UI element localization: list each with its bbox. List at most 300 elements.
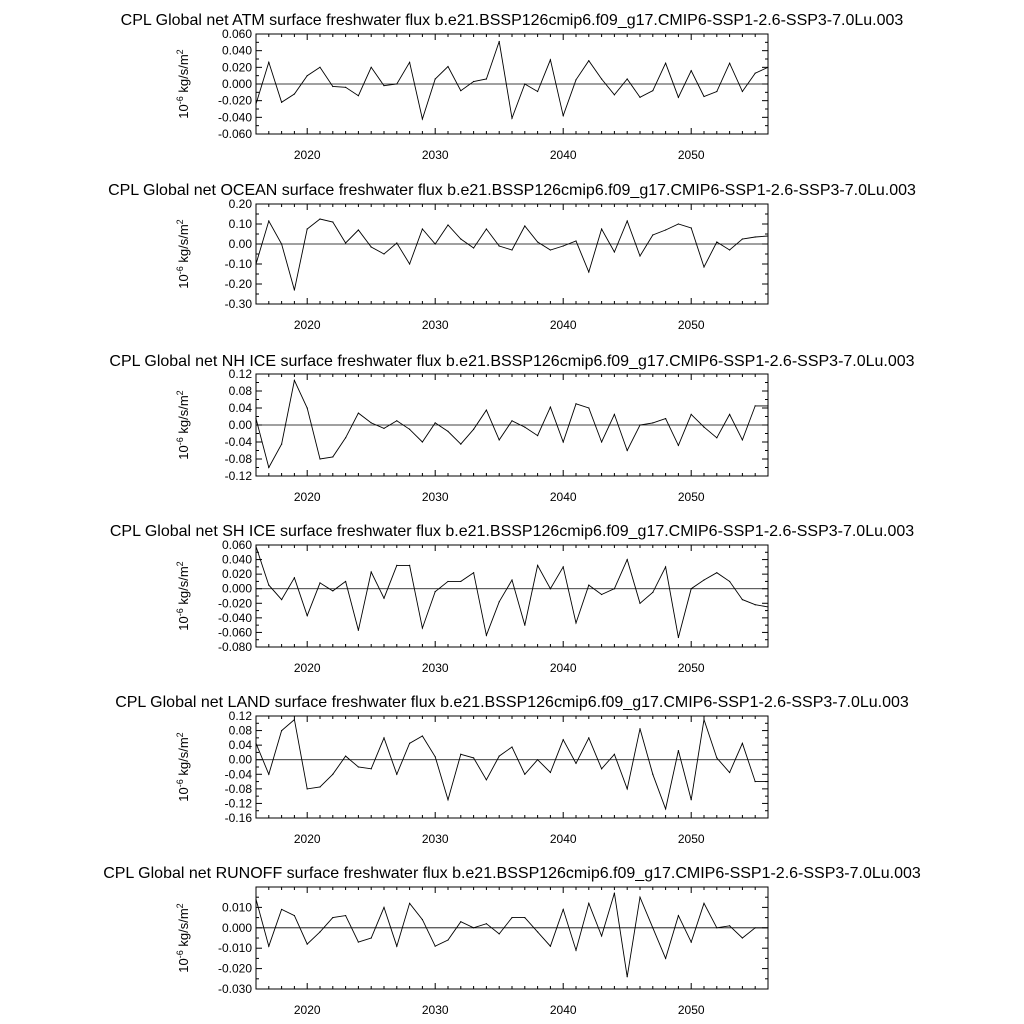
data-point bbox=[627, 559, 628, 560]
data-point bbox=[268, 220, 269, 221]
data-point bbox=[524, 625, 525, 626]
y-tick-label: -0.08 bbox=[224, 452, 252, 466]
plot-frame bbox=[256, 716, 768, 818]
data-point bbox=[422, 228, 423, 229]
data-point bbox=[767, 927, 768, 928]
data-point bbox=[460, 238, 461, 239]
data-point bbox=[767, 606, 768, 607]
data-point bbox=[639, 728, 640, 729]
chart-title: CPL Global net LAND surface freshwater flux b.e21.BSSP126cmip6.f09_g17.CMIP6-SSP1-2.6-SSP3-7.0Lu.003 bbox=[115, 694, 909, 711]
data-point bbox=[332, 774, 333, 775]
data-point bbox=[652, 927, 653, 928]
series-line bbox=[256, 380, 768, 467]
data-point bbox=[729, 581, 730, 582]
data-point bbox=[703, 903, 704, 904]
data-point bbox=[268, 774, 269, 775]
data-point bbox=[511, 118, 512, 119]
data-point bbox=[729, 772, 730, 773]
chart-panel bbox=[109, 353, 914, 504]
plot-frame bbox=[256, 204, 768, 304]
data-point bbox=[665, 958, 666, 959]
data-point bbox=[601, 935, 602, 936]
data-point bbox=[614, 251, 615, 252]
data-point bbox=[307, 228, 308, 229]
data-point bbox=[307, 788, 308, 789]
data-point bbox=[319, 582, 320, 583]
data-point bbox=[639, 897, 640, 898]
data-point bbox=[447, 431, 448, 432]
data-point bbox=[742, 599, 743, 600]
data-point bbox=[499, 601, 500, 602]
data-point bbox=[422, 118, 423, 119]
y-tick-label: -0.30 bbox=[224, 297, 252, 311]
data-point bbox=[396, 242, 397, 243]
data-point bbox=[652, 422, 653, 423]
data-point bbox=[537, 435, 538, 436]
data-point bbox=[422, 919, 423, 920]
data-point bbox=[473, 927, 474, 928]
data-point bbox=[703, 96, 704, 97]
data-point bbox=[588, 584, 589, 585]
data-point bbox=[729, 249, 730, 250]
data-point bbox=[524, 427, 525, 428]
data-point bbox=[473, 247, 474, 248]
data-point bbox=[307, 944, 308, 945]
data-point bbox=[307, 75, 308, 76]
data-point bbox=[511, 249, 512, 250]
y-tick-label: 0.08 bbox=[228, 384, 252, 398]
y-axis-label: $10^{-6}$ $kg/s/m^2$ bbox=[175, 49, 191, 119]
data-point bbox=[652, 234, 653, 235]
plot-frame bbox=[256, 887, 768, 989]
x-tick-label: 2050 bbox=[677, 318, 705, 332]
data-point bbox=[639, 424, 640, 425]
data-point bbox=[486, 410, 487, 411]
data-point bbox=[755, 236, 756, 237]
data-point bbox=[383, 598, 384, 599]
data-point bbox=[665, 808, 666, 809]
data-point bbox=[767, 235, 768, 236]
data-point bbox=[255, 743, 256, 744]
y-tick-label: -0.12 bbox=[224, 796, 252, 811]
y-tick-label: -0.080 bbox=[217, 640, 252, 654]
data-point bbox=[691, 227, 692, 228]
data-point bbox=[396, 774, 397, 775]
data-point bbox=[550, 588, 551, 589]
data-point bbox=[716, 927, 717, 928]
y-axis-label: $10^{-6}$ $kg/s/m^2$ bbox=[175, 219, 191, 289]
data-point bbox=[767, 781, 768, 782]
data-point bbox=[742, 91, 743, 92]
data-point bbox=[371, 67, 372, 68]
data-point bbox=[486, 228, 487, 229]
data-point bbox=[281, 102, 282, 103]
x-tick-label: 2020 bbox=[293, 1003, 321, 1017]
data-point bbox=[755, 73, 756, 74]
x-tick-label: 2040 bbox=[549, 1003, 577, 1017]
series-line bbox=[256, 547, 768, 638]
data-point bbox=[575, 622, 576, 623]
data-point bbox=[447, 799, 448, 800]
data-point bbox=[614, 94, 615, 95]
data-point bbox=[601, 228, 602, 229]
data-point bbox=[332, 917, 333, 918]
y-tick-label: 0.040 bbox=[221, 552, 252, 567]
y-tick-label: 0.000 bbox=[221, 77, 252, 91]
data-point bbox=[537, 931, 538, 932]
data-point bbox=[563, 441, 564, 442]
data-point bbox=[691, 941, 692, 942]
y-tick-label: -0.020 bbox=[217, 93, 252, 108]
x-tick-label: 2030 bbox=[421, 1003, 449, 1017]
data-point bbox=[371, 422, 372, 423]
data-point bbox=[537, 759, 538, 760]
y-axis-label: $10^{-6}$ $kg/s/m^2$ bbox=[175, 390, 191, 460]
x-tick-label: 2040 bbox=[549, 148, 577, 162]
data-point bbox=[575, 763, 576, 764]
y-tick-label: 0.12 bbox=[228, 367, 252, 381]
data-point bbox=[665, 229, 666, 230]
data-point bbox=[665, 418, 666, 419]
x-tick-label: 2040 bbox=[549, 490, 577, 504]
data-point bbox=[665, 63, 666, 64]
data-point bbox=[742, 238, 743, 239]
data-point bbox=[422, 627, 423, 628]
y-tick-label: 0.08 bbox=[228, 723, 252, 738]
data-point bbox=[716, 241, 717, 242]
data-point bbox=[345, 915, 346, 916]
data-point bbox=[575, 403, 576, 404]
data-point bbox=[639, 255, 640, 256]
data-point bbox=[703, 719, 704, 720]
x-tick-label: 2050 bbox=[677, 490, 705, 504]
data-point bbox=[742, 439, 743, 440]
x-tick-label: 2040 bbox=[549, 832, 577, 846]
series-line bbox=[256, 42, 768, 120]
data-point bbox=[563, 245, 564, 246]
data-point bbox=[358, 95, 359, 96]
data-point bbox=[524, 225, 525, 226]
data-point bbox=[627, 788, 628, 789]
data-point bbox=[627, 976, 628, 977]
data-point bbox=[358, 630, 359, 631]
data-point bbox=[409, 565, 410, 566]
y-tick-label: 0.020 bbox=[221, 567, 252, 582]
data-point bbox=[358, 229, 359, 230]
data-point bbox=[409, 903, 410, 904]
data-point bbox=[383, 428, 384, 429]
data-point bbox=[294, 915, 295, 916]
data-point bbox=[255, 418, 256, 419]
x-tick-label: 2050 bbox=[677, 148, 705, 162]
x-tick-label: 2020 bbox=[293, 832, 321, 846]
data-point bbox=[563, 566, 564, 567]
y-tick-label: -0.020 bbox=[217, 596, 252, 611]
data-point bbox=[255, 103, 256, 104]
y-tick-label: 0.020 bbox=[221, 60, 252, 75]
data-point bbox=[281, 599, 282, 600]
data-point bbox=[703, 579, 704, 580]
data-point bbox=[524, 917, 525, 918]
data-point bbox=[691, 799, 692, 800]
data-point bbox=[511, 746, 512, 747]
y-tick-label: -0.060 bbox=[217, 127, 252, 141]
data-point bbox=[716, 437, 717, 438]
x-tick-label: 2030 bbox=[421, 661, 449, 675]
y-tick-label: -0.20 bbox=[224, 277, 252, 291]
data-point bbox=[665, 566, 666, 567]
data-point bbox=[460, 754, 461, 755]
data-point bbox=[294, 577, 295, 578]
data-point bbox=[396, 83, 397, 84]
data-point bbox=[652, 774, 653, 775]
x-tick-label: 2040 bbox=[549, 318, 577, 332]
data-point bbox=[678, 223, 679, 224]
y-tick-label: 0.00 bbox=[228, 237, 252, 251]
y-tick-label: -0.040 bbox=[217, 610, 252, 625]
data-point bbox=[409, 62, 410, 63]
data-point bbox=[319, 218, 320, 219]
data-point bbox=[575, 240, 576, 241]
data-point bbox=[575, 950, 576, 951]
y-tick-label: 0.12 bbox=[228, 709, 252, 723]
data-point bbox=[691, 70, 692, 71]
x-tick-label: 2040 bbox=[549, 661, 577, 675]
data-point bbox=[550, 946, 551, 947]
data-point bbox=[435, 756, 436, 757]
data-point bbox=[422, 735, 423, 736]
data-point bbox=[486, 635, 487, 636]
data-point bbox=[716, 572, 717, 573]
data-point bbox=[486, 78, 487, 79]
data-point bbox=[383, 253, 384, 254]
x-tick-label: 2030 bbox=[421, 490, 449, 504]
y-tick-label: -0.040 bbox=[217, 110, 252, 125]
data-point bbox=[345, 242, 346, 243]
data-point bbox=[499, 41, 500, 42]
data-point bbox=[755, 927, 756, 928]
data-point bbox=[499, 933, 500, 934]
data-point bbox=[588, 903, 589, 904]
data-point bbox=[627, 220, 628, 221]
data-point bbox=[678, 915, 679, 916]
data-point bbox=[358, 941, 359, 942]
y-tick-label: 0.04 bbox=[228, 401, 252, 415]
data-point bbox=[460, 921, 461, 922]
y-axis-label: $10^{-6}$ $kg/s/m^2$ bbox=[175, 732, 191, 802]
y-tick-label: -0.04 bbox=[224, 435, 252, 449]
y-tick-label: -0.020 bbox=[217, 961, 252, 976]
data-point bbox=[435, 946, 436, 947]
chart-title: CPL Global net RUNOFF surface freshwater flux b.e21.BSSP126cmip6.f09_g17.CMIP6-SSP1-2.6-SSP3-7.0Lu.003 bbox=[103, 865, 921, 882]
data-point bbox=[511, 420, 512, 421]
data-point bbox=[742, 743, 743, 744]
chart-panel bbox=[108, 182, 916, 332]
data-point bbox=[409, 429, 410, 430]
data-point bbox=[473, 757, 474, 758]
y-tick-label: 0.000 bbox=[221, 581, 252, 596]
data-point bbox=[652, 592, 653, 593]
chart-title: CPL Global net SH ICE surface freshwater flux b.e21.BSSP126cmip6.f09_g17.CMIP6-SSP1-2.6-SSP3-7.0Lu.003 bbox=[109, 523, 915, 540]
data-point bbox=[755, 604, 756, 605]
data-point bbox=[563, 115, 564, 116]
data-point bbox=[294, 289, 295, 290]
data-point bbox=[409, 263, 410, 264]
data-point bbox=[422, 441, 423, 442]
y-axis-label: $10^{-6}$ $kg/s/m^2$ bbox=[175, 903, 191, 973]
data-point bbox=[255, 263, 256, 264]
chart-title: CPL Global net OCEAN surface freshwater flux b.e21.BSSP126cmip6.f09_g17.CMIP6-SSP1-2.6-SSP3-7.0Lu.003 bbox=[108, 182, 916, 199]
data-point bbox=[588, 407, 589, 408]
data-point bbox=[627, 450, 628, 451]
y-tick-label: 0.20 bbox=[228, 197, 252, 211]
y-tick-label: 0.00 bbox=[228, 752, 252, 767]
data-point bbox=[332, 456, 333, 457]
data-point bbox=[601, 768, 602, 769]
data-point bbox=[345, 437, 346, 438]
data-point bbox=[614, 414, 615, 415]
data-point bbox=[537, 91, 538, 92]
chart-panel bbox=[110, 523, 914, 675]
y-tick-label: -0.08 bbox=[224, 781, 252, 796]
data-point bbox=[473, 429, 474, 430]
data-point bbox=[729, 925, 730, 926]
data-point bbox=[601, 441, 602, 442]
data-point bbox=[537, 565, 538, 566]
data-point bbox=[678, 750, 679, 751]
data-point bbox=[703, 266, 704, 267]
data-point bbox=[396, 420, 397, 421]
data-point bbox=[447, 581, 448, 582]
data-point bbox=[281, 730, 282, 731]
data-point bbox=[473, 572, 474, 573]
data-point bbox=[486, 779, 487, 780]
data-point bbox=[755, 781, 756, 782]
data-point bbox=[767, 405, 768, 406]
data-point bbox=[524, 83, 525, 84]
data-point bbox=[435, 78, 436, 79]
y-tick-label: -0.010 bbox=[217, 941, 252, 956]
data-point bbox=[678, 97, 679, 98]
data-point bbox=[371, 246, 372, 247]
data-point bbox=[268, 584, 269, 585]
data-point bbox=[281, 243, 282, 244]
y-tick-label: -0.12 bbox=[224, 469, 252, 483]
data-point bbox=[550, 59, 551, 60]
data-point bbox=[499, 245, 500, 246]
data-point bbox=[499, 755, 500, 756]
data-point bbox=[614, 588, 615, 589]
data-point bbox=[294, 719, 295, 720]
x-tick-label: 2050 bbox=[677, 661, 705, 675]
x-tick-label: 2020 bbox=[293, 661, 321, 675]
data-point bbox=[435, 422, 436, 423]
data-point bbox=[460, 581, 461, 582]
data-point bbox=[268, 946, 269, 947]
data-point bbox=[447, 224, 448, 225]
data-point bbox=[614, 893, 615, 894]
data-point bbox=[575, 79, 576, 80]
data-point bbox=[294, 380, 295, 381]
data-point bbox=[345, 755, 346, 756]
y-tick-label: 0.060 bbox=[221, 538, 252, 552]
data-point bbox=[396, 565, 397, 566]
data-point bbox=[281, 444, 282, 445]
data-point bbox=[307, 407, 308, 408]
data-point bbox=[383, 907, 384, 908]
data-point bbox=[486, 923, 487, 924]
data-point bbox=[601, 594, 602, 595]
data-point bbox=[319, 931, 320, 932]
y-tick-label: 0.04 bbox=[228, 738, 252, 753]
data-point bbox=[332, 86, 333, 87]
data-point bbox=[511, 917, 512, 918]
data-point bbox=[281, 909, 282, 910]
data-point bbox=[396, 946, 397, 947]
y-tick-label: -0.10 bbox=[224, 257, 252, 271]
x-tick-label: 2030 bbox=[421, 318, 449, 332]
data-point bbox=[627, 78, 628, 79]
data-point bbox=[729, 63, 730, 64]
x-tick-label: 2020 bbox=[293, 318, 321, 332]
y-tick-label: -0.060 bbox=[217, 625, 252, 640]
x-tick-label: 2020 bbox=[293, 148, 321, 162]
data-point bbox=[447, 939, 448, 940]
data-point bbox=[383, 85, 384, 86]
y-tick-label: 0.00 bbox=[228, 418, 252, 432]
data-point bbox=[524, 774, 525, 775]
data-point bbox=[319, 458, 320, 459]
series-line bbox=[256, 893, 768, 977]
data-point bbox=[383, 737, 384, 738]
data-point bbox=[614, 754, 615, 755]
data-point bbox=[691, 414, 692, 415]
data-point bbox=[550, 407, 551, 408]
data-point bbox=[588, 737, 589, 738]
y-tick-label: 0.000 bbox=[221, 920, 252, 935]
data-point bbox=[652, 90, 653, 91]
data-point bbox=[268, 467, 269, 468]
data-point bbox=[255, 546, 256, 547]
y-tick-label: -0.04 bbox=[224, 767, 252, 782]
data-point bbox=[371, 768, 372, 769]
data-point bbox=[332, 590, 333, 591]
data-point bbox=[588, 271, 589, 272]
data-point bbox=[409, 743, 410, 744]
data-point bbox=[691, 588, 692, 589]
y-tick-label: -0.030 bbox=[217, 982, 252, 996]
data-point bbox=[358, 413, 359, 414]
data-point bbox=[294, 93, 295, 94]
y-tick-label: 0.060 bbox=[221, 27, 252, 41]
chart-title: CPL Global net ATM surface freshwater flux b.e21.BSSP126cmip6.f09_g17.CMIP6-SSP1-2.6-SSP3-7.0Lu.003 bbox=[120, 12, 904, 29]
data-point bbox=[473, 81, 474, 82]
y-tick-label: 0.010 bbox=[221, 900, 252, 915]
data-point bbox=[742, 937, 743, 938]
data-point bbox=[332, 221, 333, 222]
chart-panel bbox=[103, 865, 921, 1017]
data-point bbox=[435, 243, 436, 244]
data-point bbox=[371, 571, 372, 572]
data-point bbox=[703, 427, 704, 428]
data-point bbox=[358, 766, 359, 767]
x-tick-label: 2030 bbox=[421, 832, 449, 846]
chart-panel bbox=[115, 694, 909, 846]
chart-panel bbox=[121, 12, 904, 162]
y-tick-label: 0.040 bbox=[221, 43, 252, 58]
data-point bbox=[563, 739, 564, 740]
data-point bbox=[371, 937, 372, 938]
